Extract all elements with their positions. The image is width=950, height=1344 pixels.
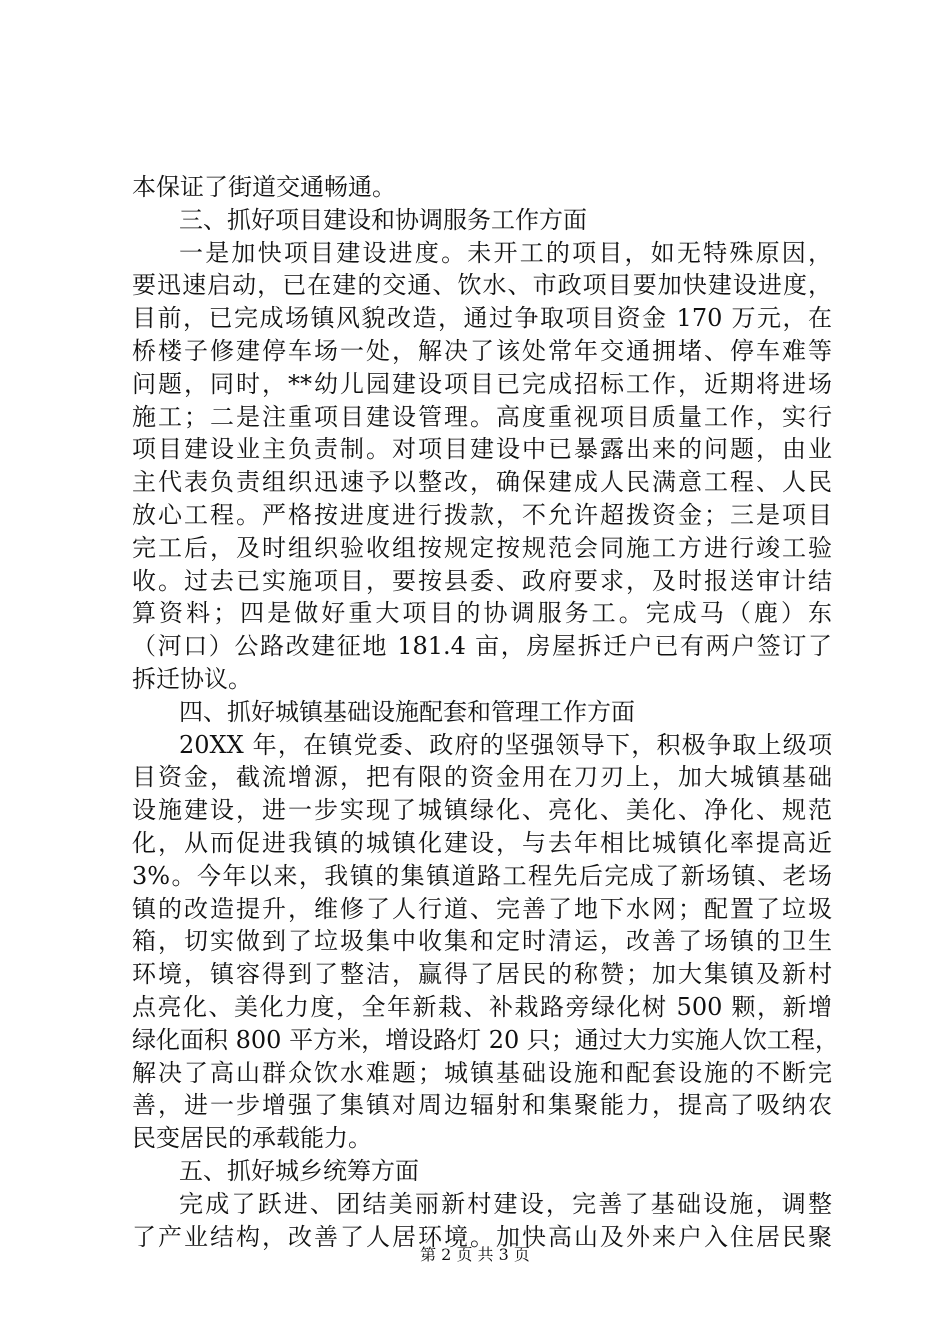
page-number-footer: 第 2 页 共 3 页: [420, 1245, 530, 1264]
text-line: 民变居民的承载能力。: [132, 1124, 372, 1153]
text-line: 目前，已完成场镇风貌改造，通过争取项目资金 170 万元，在: [132, 304, 832, 333]
text-line: 善，进一步增强了集镇对周边辐射和集聚能力，提高了吸纳农: [132, 1091, 832, 1120]
text-line: 完工后，及时组织验收组按规定按规范会同施工方进行竣工验: [132, 533, 832, 562]
text-line: 了产业结构，改善了人居环境。加快高山及外来户入住居民聚: [132, 1222, 832, 1251]
document-body: [132, 171, 839, 1253]
text-line: 收。过去已实施项目，要按县委、政府要求，及时报送审计结: [132, 566, 832, 595]
text-line: 绿化面积 800 平方米，增设路灯 20 只；通过大力实施人饮工程，: [132, 1025, 839, 1054]
text-line: 点亮化、美化力度，全年新栽、补栽路旁绿化树 500 颗，新增: [132, 992, 832, 1021]
text-line: 目资金，截流增源，把有限的资金用在刀刃上，加大城镇基础: [132, 763, 832, 792]
text-line: 一是加快项目建设进度。未开工的项目，如无特殊原因，: [179, 238, 832, 267]
text-line: 放心工程。严格按进度进行拨款，不允许超拨资金；三是项目: [132, 500, 832, 529]
text-line: 3%。今年以来，我镇的集镇道路工程先后完成了新场镇、老场: [132, 861, 832, 890]
section-heading: 四、抓好城镇基础设施配套和管理工作方面: [179, 697, 635, 726]
text-line: 设施建设，进一步实现了城镇绿化、亮化、美化、净化、规范: [132, 796, 832, 825]
text-line: 桥楼子修建停车场一处，解决了该处常年交通拥堵、停车难等: [132, 336, 832, 365]
text-line: 主代表负责组织迅速予以整改，确保建成人民满意工程、人民: [132, 468, 832, 497]
section-heading: 三、抓好项目建设和协调服务工作方面: [179, 205, 587, 234]
text-line: 箱，切实做到了垃圾集中收集和定时清运，改善了场镇的卫生: [132, 927, 832, 956]
text-line: 要迅速启动，已在建的交通、饮水、市政项目要加快建设进度，: [132, 271, 832, 300]
text-line: 完成了跃进、团结美丽新村建设，完善了基础设施，调整: [179, 1189, 832, 1218]
text-line: 项目建设业主负责制。对项目建设中已暴露出来的问题，由业: [132, 435, 832, 464]
text-line: 拆迁协议。: [132, 664, 252, 693]
text-line: 问题，同时，**幼儿园建设项目已完成招标工作，近期将进场: [132, 369, 832, 398]
text-line: 算资料；四是做好重大项目的协调服务工。完成马（鹿）东: [132, 599, 832, 628]
text-line: 本保证了街道交通畅通。: [132, 173, 396, 201]
text-line: （河口）公路改建征地 181.4 亩，房屋拆迁户已有两户签订了: [132, 632, 832, 661]
text-line: 解决了高山群众饮水难题；城镇基础设施和配套设施的不断完: [132, 1058, 832, 1087]
section-heading: 五、抓好城乡统筹方面: [179, 1156, 419, 1185]
text-line: 20XX 年，在镇党委、政府的坚强领导下，积极争取上级项: [179, 730, 832, 759]
text-line: 化，从而促进我镇的城镇化建设，与去年相比城镇化率提高近: [132, 828, 832, 857]
text-line: 施工；二是注重项目建设管理。高度重视项目质量工作，实行: [132, 402, 832, 431]
text-line: 环境，镇容得到了整洁，赢得了居民的称赞；加大集镇及新村: [132, 960, 832, 989]
text-line: 镇的改造提升，维修了人行道、完善了地下水网；配置了垃圾: [132, 894, 832, 923]
